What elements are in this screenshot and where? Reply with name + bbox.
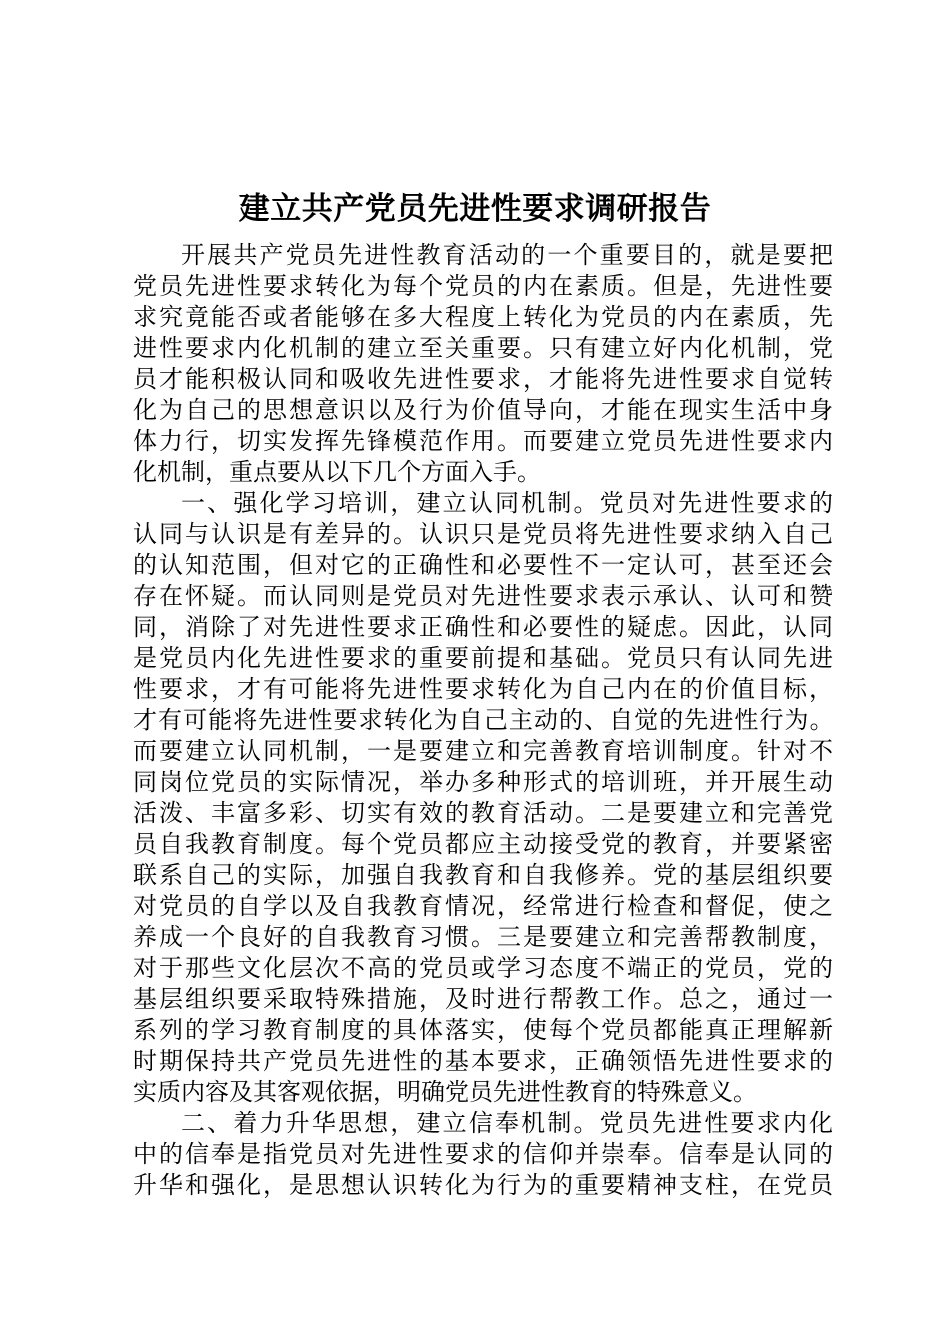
paragraph-line: 同岗位党员的实际情况，举办多种形式的培训班，并开展生动: [133, 768, 833, 796]
paragraph-line: 活泼、丰富多彩、切实有效的教育活动。二是要建立和完善党: [133, 799, 833, 827]
paragraph-line: 二、着力升华思想，建立信奉机制。党员先进性要求内化: [181, 1109, 833, 1137]
paragraph-line: 中的信奉是指党员对先进性要求的信仰并崇奉。信奉是认同的: [133, 1140, 833, 1168]
paragraph-line: 进性要求内化机制的建立至关重要。只有建立好内化机制，党: [133, 334, 833, 362]
paragraph-line: 才有可能将先进性要求转化为自己主动的、自觉的先进性行为。: [133, 706, 833, 734]
document-body: [133, 240, 833, 1201]
paragraph-line: 时期保持共产党员先进性的基本要求，正确领悟先进性要求的: [133, 1047, 833, 1075]
paragraph-line: 党员先进性要求转化为每个党员的内在素质。但是，先进性要: [133, 272, 833, 300]
paragraph-line: 一、强化学习培训，建立认同机制。党员对先进性要求的: [181, 489, 833, 517]
paragraph-line: 员自我教育制度。每个党员都应主动接受党的教育，并要紧密: [133, 830, 833, 858]
paragraph-line: 体力行，切实发挥先锋模范作用。而要建立党员先进性要求内: [133, 427, 833, 455]
paragraph-line: 而要建立认同机制，一是要建立和完善教育培训制度。针对不: [133, 737, 833, 765]
paragraph-line: 对于那些文化层次不高的党员或学习态度不端正的党员，党的: [133, 954, 833, 982]
paragraph-line: 升华和强化，是思想认识转化为行为的重要精神支柱，在党员: [133, 1171, 833, 1199]
paragraph-line: 系列的学习教育制度的具体落实，使每个党员都能真正理解新: [133, 1016, 833, 1044]
paragraph-line: 联系自己的实际，加强自我教育和自我修养。党的基层组织要: [133, 861, 833, 889]
paragraph-line: 化为自己的思想意识以及行为价值导向，才能在现实生活中身: [133, 396, 833, 424]
paragraph-line: 对党员的自学以及自我教育情况，经常进行检查和督促，使之: [133, 892, 833, 920]
paragraph-line: 是党员内化先进性要求的重要前提和基础。党员只有认同先进: [133, 644, 833, 672]
paragraph-line: 求究竟能否或者能够在多大程度上转化为党员的内在素质，先: [133, 303, 833, 331]
paragraph-line: 基层组织要采取特殊措施，及时进行帮教工作。总之，通过一: [133, 985, 833, 1013]
paragraph-line: 养成一个良好的自我教育习惯。三是要建立和完善帮教制度，: [133, 923, 833, 951]
paragraph-line: 认同与认识是有差异的。认识只是党员将先进性要求纳入自己: [133, 520, 833, 548]
paragraph-line: 开展共产党员先进性教育活动的一个重要目的，就是要把: [181, 241, 833, 269]
paragraph-line: 员才能积极认同和吸收先进性要求，才能将先进性要求自觉转: [133, 365, 833, 393]
paragraph-line: 存在怀疑。而认同则是党员对先进性要求表示承认、认可和赞: [133, 582, 833, 610]
paragraph-line: 同，消除了对先进性要求正确性和必要性的疑虑。因此，认同: [133, 613, 833, 641]
document-title: 建立共产党员先进性要求调研报告: [238, 191, 712, 227]
paragraph-line: 化机制，重点要从以下几个方面入手。: [133, 458, 541, 486]
paragraph-line: 性要求，才有可能将先进性要求转化为自己内在的价值目标，: [133, 675, 833, 703]
paragraph-line: 实质内容及其客观依据，明确党员先进性教育的特殊意义。: [133, 1078, 757, 1106]
paragraph-line: 的认知范围，但对它的正确性和必要性不一定认可，甚至还会: [133, 551, 833, 579]
